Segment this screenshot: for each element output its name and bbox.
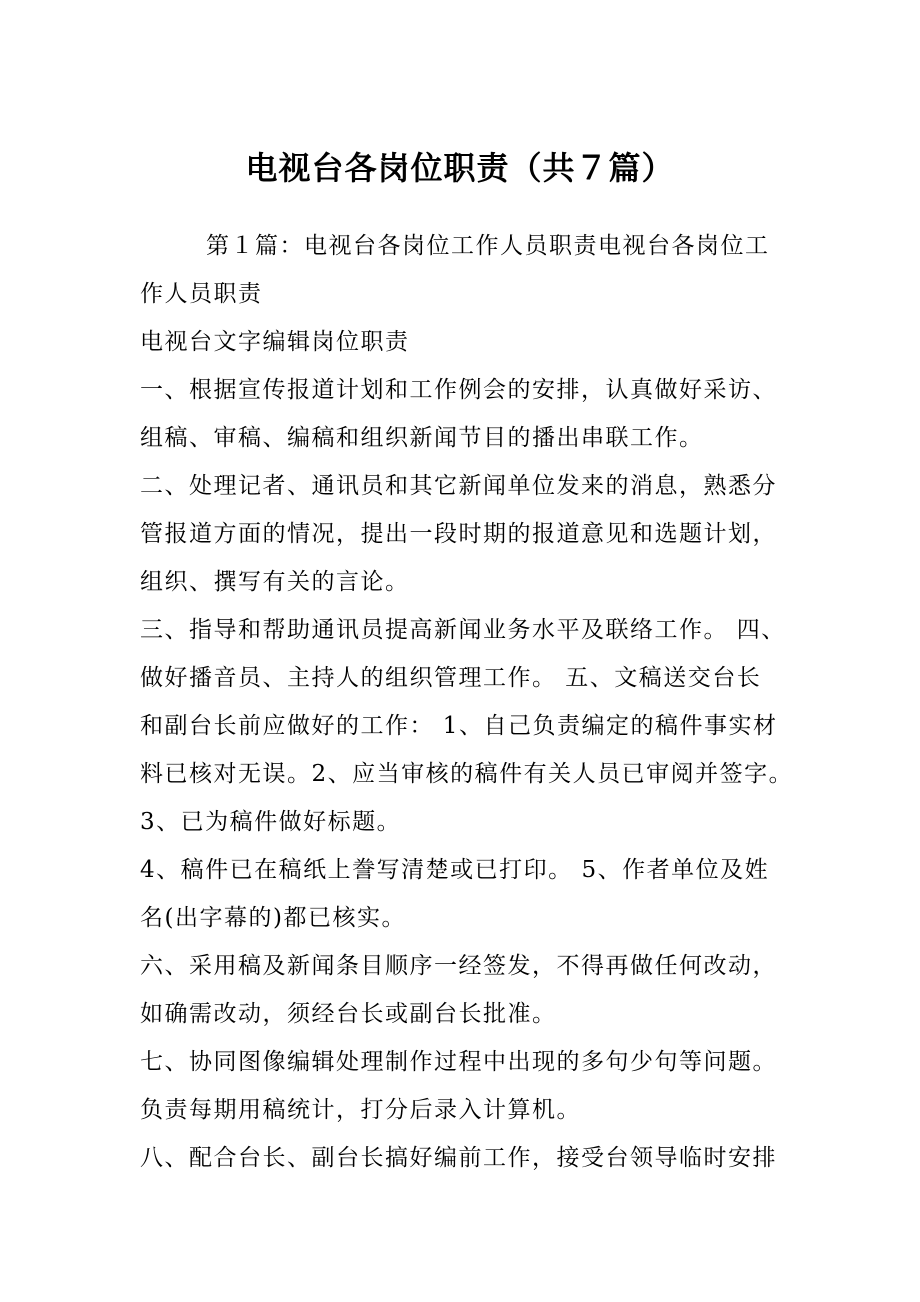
paragraph-line: 如确需改动，须经台长或副台长批准。 bbox=[140, 1001, 557, 1027]
paragraph-line: 组稿、审稿、编稿和组织新闻节目的播出串联工作。 bbox=[140, 425, 704, 451]
paragraph-line: 3、已为稿件做好标题。 bbox=[140, 809, 402, 835]
paragraph-line: 三、指导和帮助通讯员提高新闻业务水平及联络工作。 四、 bbox=[140, 617, 786, 643]
paragraph-line: 八、配合台长、副台长搞好编前工作，接受台领导临时安排 bbox=[140, 1145, 777, 1171]
paragraph-line: 二、处理记者、通讯员和其它新闻单位发来的消息，熟悉分 bbox=[140, 473, 777, 499]
paragraph-line: 一、根据宣传报道计划和工作例会的安排，认真做好采访、 bbox=[140, 377, 777, 403]
page-title: 电视台各岗位职责（共７篇） bbox=[245, 149, 675, 187]
paragraph-line: 名(出字幕的)都已核实。 bbox=[140, 905, 406, 931]
paragraph-line: 管报道方面的情况，提出一段时期的报道意见和选题计划， bbox=[140, 521, 777, 547]
paragraph-line: 七、协同图像编辑处理制作过程中出现的多句少句等问题。 bbox=[140, 1049, 777, 1075]
paragraph-line: 负责每期用稿统计，打分后录入计算机。 bbox=[140, 1097, 581, 1123]
paragraph-line: 作人员职责 bbox=[140, 281, 263, 307]
paragraph-line: 4、稿件已在稿纸上誊写清楚或已打印。 5、作者单位及姓 bbox=[140, 857, 770, 883]
section-heading: 电视台文字编辑岗位职责 bbox=[140, 329, 410, 355]
paragraph-line: 和副台长前应做好的工作： 1、自己负责编定的稿件事实材 bbox=[140, 713, 778, 739]
paragraph-line: 第１篇：电视台各岗位工作人员职责电视台各岗位工 bbox=[206, 233, 770, 259]
paragraph-line: 料已核对无误。2、应当审核的稿件有关人员已审阅并签字。 bbox=[140, 761, 794, 787]
paragraph-line: 做好播音员、主持人的组织管理工作。 五、文稿送交台长 bbox=[140, 665, 762, 691]
paragraph-line: 六、采用稿及新闻条目顺序一经签发，不得再做任何改动， bbox=[140, 953, 777, 979]
document-body bbox=[140, 222, 800, 1182]
paragraph-line: 组织、撰写有关的言论。 bbox=[140, 569, 410, 595]
